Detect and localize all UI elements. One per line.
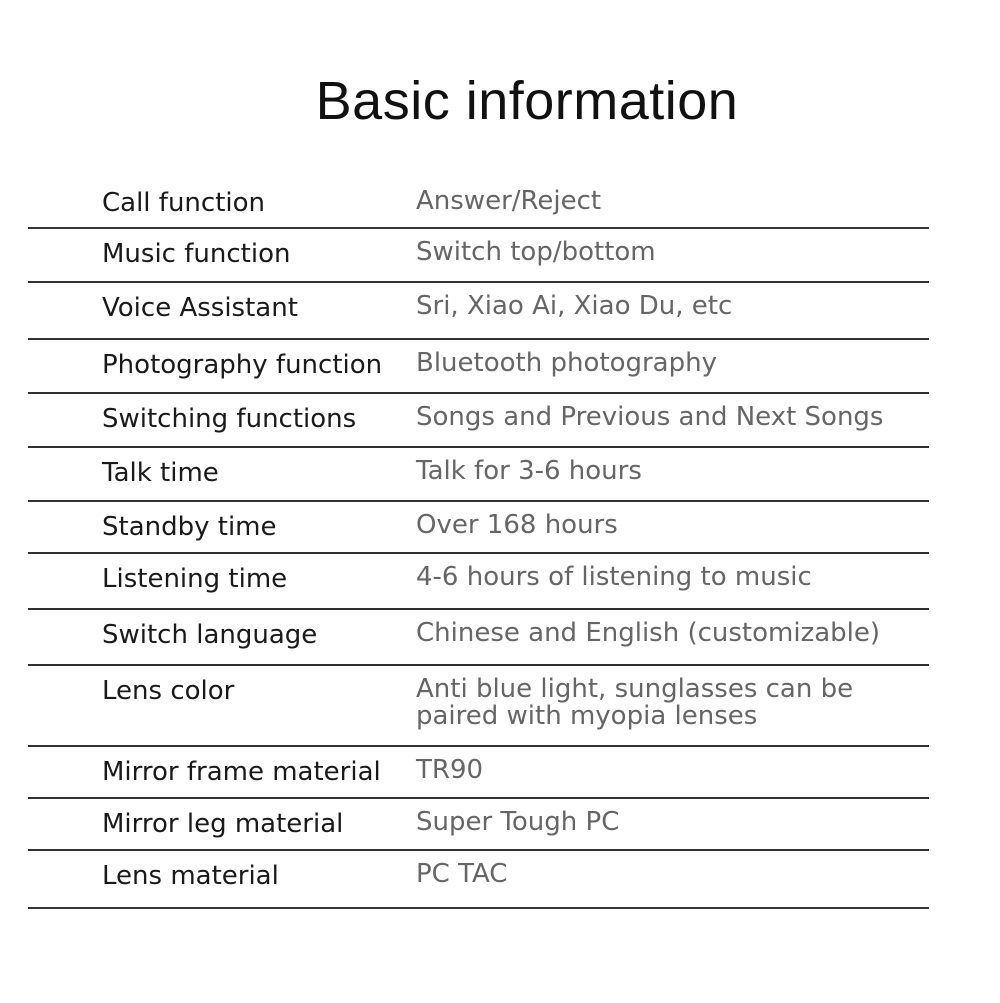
row-label: Switching functions [102,404,357,434]
row-label: Lens material [102,861,279,891]
row-label: Standby time [102,512,277,542]
row-value: 4-6 hours of listening to music [416,562,812,592]
row-value: Chinese and English (customizable) [416,618,881,648]
row-label: Call function [102,188,266,218]
row-label: Mirror frame material [102,757,381,787]
table-row [28,554,929,610]
row-value: PC TAC [416,859,508,889]
row-label: Listening time [102,564,288,594]
page-title: Basic information [315,71,739,131]
table-row [28,229,929,283]
table-row [28,448,929,502]
row-label: Switch language [102,620,318,650]
table-row [28,610,929,666]
row-value: Answer/Reject [416,186,602,216]
table-row [28,851,929,909]
row-value: Sri, Xiao Ai, Xiao Du, etc [416,291,733,321]
table-row [28,340,929,394]
row-value: Bluetooth photography [416,348,717,378]
row-label: Mirror leg material [102,809,344,839]
table-row [28,502,929,554]
table-row [28,799,929,851]
table-row [28,178,929,229]
row-label: Photography function [102,350,383,380]
table-row [28,283,929,340]
row-label: Lens color [102,676,235,706]
table-row [28,666,929,747]
row-value: Over 168 hours [416,510,618,540]
row-label: Talk time [102,458,219,488]
row-label: Voice Assistant [102,293,298,323]
row-value: Switch top/bottom [416,237,656,267]
table-row [28,747,929,799]
row-value: Songs and Previous and Next Songs [416,402,884,432]
row-value: Talk for 3-6 hours [416,456,642,486]
spec-table [28,178,929,909]
table-row [28,394,929,448]
row-value: TR90 [416,755,484,785]
row-value: Anti blue light, sunglasses can be paired with myopia lenses [416,674,854,731]
row-label: Music function [102,239,291,269]
row-value: Super Tough PC [416,807,620,837]
